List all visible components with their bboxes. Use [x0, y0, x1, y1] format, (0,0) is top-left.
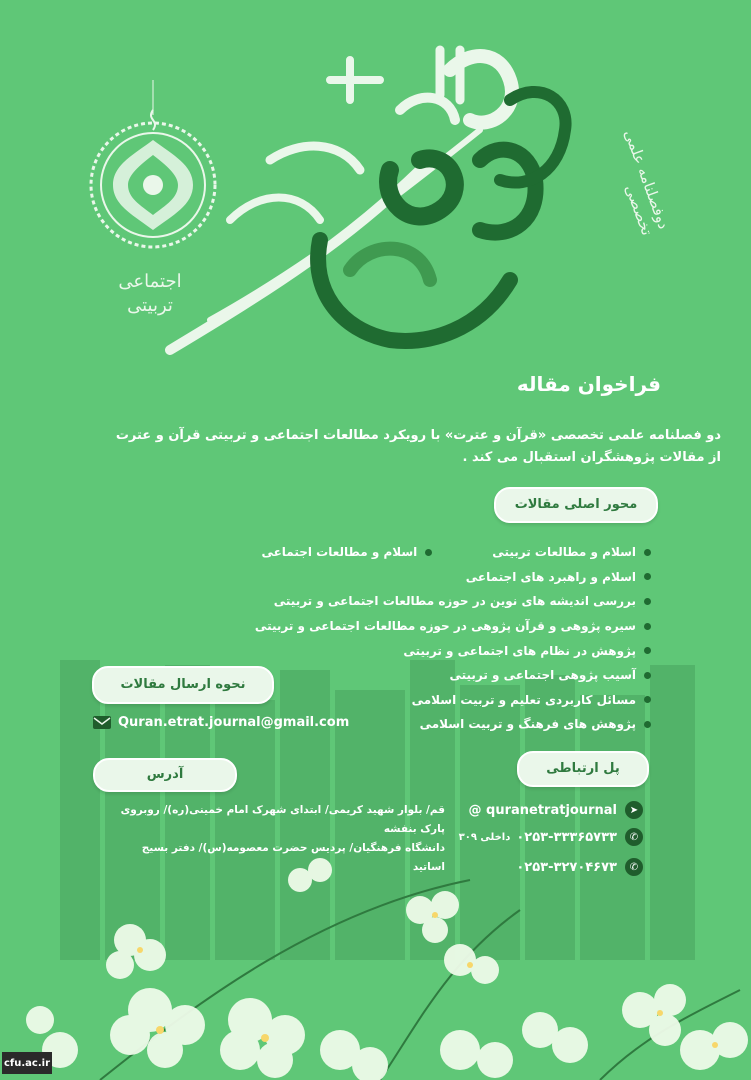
address-heading: آدرس — [93, 758, 237, 792]
site-watermark: cfu.ac.ir — [2, 1052, 52, 1074]
intro-line-2: از مقالات پژوهشگران استقبال می کند . — [462, 450, 721, 465]
topic-text: اسلام و مطالعات اجتماعی — [261, 545, 418, 560]
list-item — [91, 614, 651, 639]
email-icon — [92, 714, 112, 730]
topic-text: پژوهش در نظام های اجتماعی و تربیتی — [403, 643, 636, 658]
call-for-papers-title: فراخوان مقاله — [516, 372, 661, 396]
bullet-icon — [644, 721, 651, 728]
topic-text: اسلام و راهبرد های اجتماعی — [465, 569, 636, 584]
bullet-icon — [644, 647, 651, 654]
telegram-icon: ➤ — [625, 801, 643, 819]
intro-text — [31, 425, 721, 469]
list-item — [91, 540, 651, 565]
main-axes-heading: محور اصلی مقالات — [494, 487, 658, 523]
subject-line-2: تربیتی — [127, 295, 173, 316]
list-item — [91, 565, 651, 590]
telegram-row[interactable] — [469, 801, 644, 819]
submission-heading: نحوه ارسال مقالات — [92, 666, 274, 704]
phone-icon: ✆ — [625, 858, 643, 876]
phone-number-2[interactable]: ۰۲۵۳-۳۲۷۰۴۶۷۳ — [516, 859, 617, 875]
topic-text: بررسی اندیشه های نوین در حوزه مطالعات اجتماعی و تربیتی — [273, 594, 636, 609]
topic-item — [492, 545, 651, 559]
topic-text: سیره پژوهی و قرآن پژوهی در حوزه مطالعات اجتماعی و تربیتی — [254, 619, 636, 634]
bullet-icon — [644, 573, 651, 580]
subject-side-label — [105, 270, 195, 330]
list-item — [91, 638, 651, 663]
bullet-icon — [425, 549, 432, 556]
topic-text: مسائل کاربردی تعلیم و تربیت اسلامی — [411, 692, 636, 707]
topic-text: اسلام و مطالعات تربیتی — [492, 545, 636, 560]
topic-text: آسیب پژوهی اجتماعی و تربیتی — [449, 668, 636, 683]
subject-line-1: اجتماعی — [118, 271, 182, 292]
jasmine-flowers-decoration — [0, 850, 751, 1080]
telegram-handle[interactable]: @ quranetratjournal — [468, 802, 617, 818]
bullet-icon — [644, 696, 651, 703]
phone-row-1[interactable] — [459, 828, 643, 846]
contact-heading: پل ارتباطی — [517, 751, 649, 787]
topic-item — [261, 545, 432, 559]
address-line-1: قم/ بلوار شهید کریمی/ ابتدای شهرک امام خمینی(ره)/ روبروی پارک بنفشه — [120, 804, 445, 835]
phone-extension: داخلی ۳۰۹ — [458, 831, 511, 843]
topics-list — [91, 540, 651, 737]
email-address[interactable]: Quran.etrat.journal@gmail.com — [118, 714, 350, 730]
bullet-icon — [644, 623, 651, 630]
intro-line-1: دو فصلنامه علمی تخصصی «قرآن و عترت» با رویکرد مطالعات اجتماعی و تربیتی قرآن و عترت — [115, 428, 721, 443]
phone-icon: ✆ — [625, 828, 643, 846]
topic-text: پژوهش های فرهنگ و تربیت اسلامی — [419, 717, 636, 732]
quarterly-label: دوفصلنامه علمی تخصصی — [620, 127, 673, 238]
address-line-2: دانشگاه فرهنگیان/ پردیس حضرت معصومه(س)/ دفتر بسیج اساتید — [141, 842, 445, 873]
phone-number-1[interactable]: ۰۲۵۳-۳۳۳۶۵۷۳۳ — [516, 829, 617, 845]
bullet-icon — [644, 598, 651, 605]
bullet-icon — [644, 549, 651, 556]
journal-calligraphy-logo — [150, 40, 620, 370]
list-item — [91, 589, 651, 614]
email-row[interactable] — [92, 714, 349, 730]
bullet-icon — [644, 672, 651, 679]
